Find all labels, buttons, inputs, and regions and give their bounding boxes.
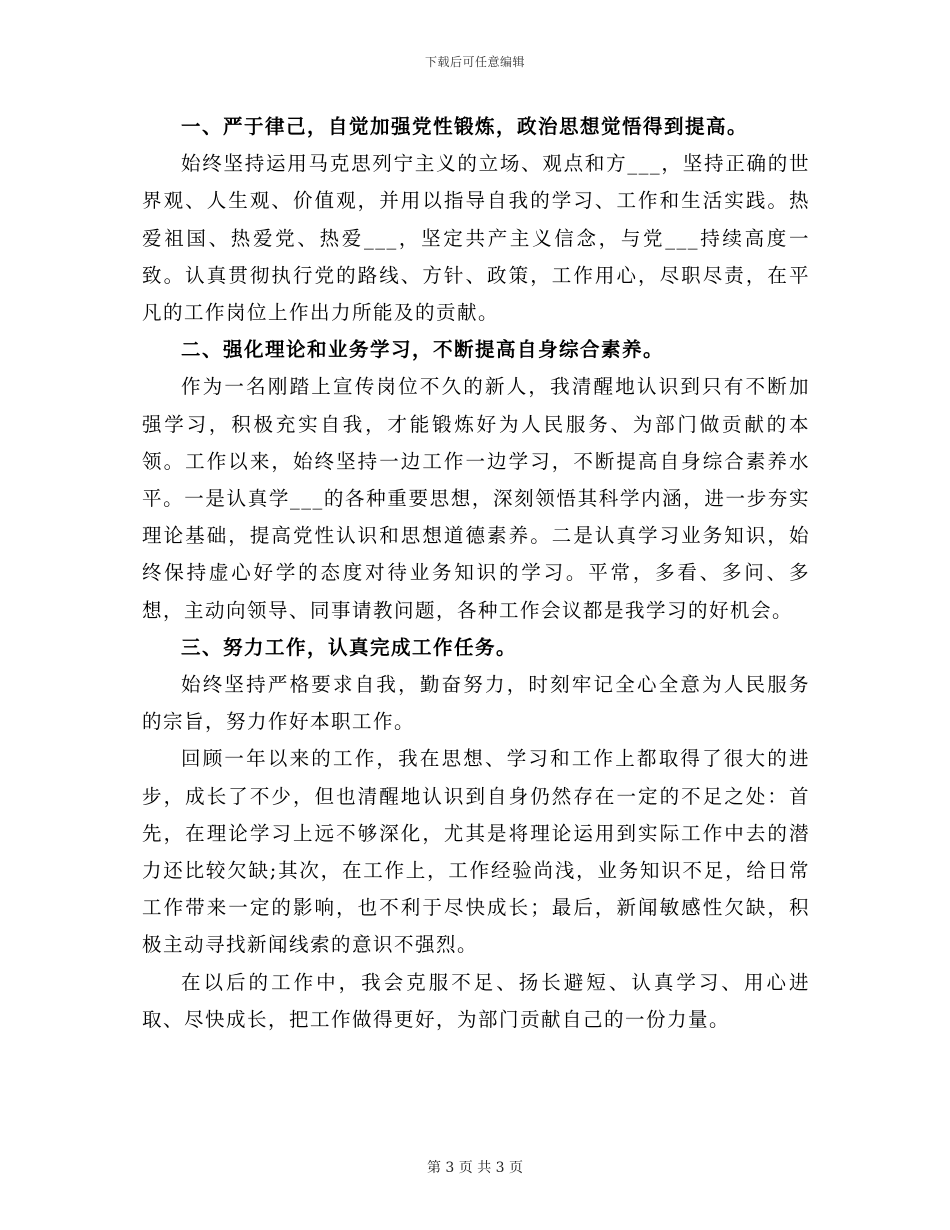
page-footer: 第 3 页 共 3 页 [426, 1160, 524, 1176]
paragraph-2: 作为一名刚踏上宣传岗位不久的新人，我清醒地认识到只有不断加强学习，积极充实自我，才能锻炼好为人民服务、为部门做贡献的本领。工作以来，始终坚持一边工作一边学习，不断提高自身综合素养水平。一是认真学___的各种重要思想，深刻领悟其科学内涵，进一步夯实理论基础，提高党性认识和思想道德素养。二是认真学习业务知识，始终保持虚心好学的态度对待业务知识的学习。平常，多看、多问、多想，主动向领导、同事请教问题，各种工作会议都是我学习的好机会。 [142, 375, 810, 622]
header-note: 下载后可任意编辑 [424, 55, 525, 69]
section-heading-1: 一、严于律己，自觉加强党性锻炼，政治思想觉悟得到提高。 [181, 115, 749, 138]
paragraph-4: 回顾一年以来的工作，我在思想、学习和工作上都取得了很大的进步，成长了不少，但也清醒地认识到自身仍然存在一定的不足之处：首先，在理论学习上远不够深化，尤其是将理论运用到实际工作中去的潜力还比较欠缺;其次，在工作上，工作经验尚浅，业务知识不足，给日常工作带来一定的影响，也不利于尽快成长；最后，新闻敏感性欠缺，积极主动寻找新闻线索的意识不强烈。 [142, 747, 810, 957]
paragraph-5: 在以后的工作中，我会克服不足、扬长避短、认真学习、用心进取、尽快成长，把工作做得更好，为部门贡献自己的一份力量。 [142, 970, 810, 1031]
section-heading-3: 三、努力工作，认真完成工作任务。 [181, 635, 518, 659]
section-heading-2: 二、强化理论和业务学习，不断提高自身综合素养。 [181, 338, 665, 362]
document-body [142, 108, 810, 1038]
paragraph-3: 始终坚持严格要求自我，勤奋努力，时刻牢记全心全意为人民服务的宗旨，努力作好本职工作。 [142, 673, 810, 734]
paragraph-1: 始终坚持运用马克思列宁主义的立场、观点和方___，坚持正确的世界观、人生观、价值观，并用以指导自我的学习、工作和生活实践。热爱祖国、热爱党、热爱___，坚定共产主义信念，与党___持续高度一致。认真贯彻执行党的路线、方针、政策，工作用心，尽职尽责，在平凡的工作岗位上作出力所能及的贡献。 [142, 152, 810, 325]
